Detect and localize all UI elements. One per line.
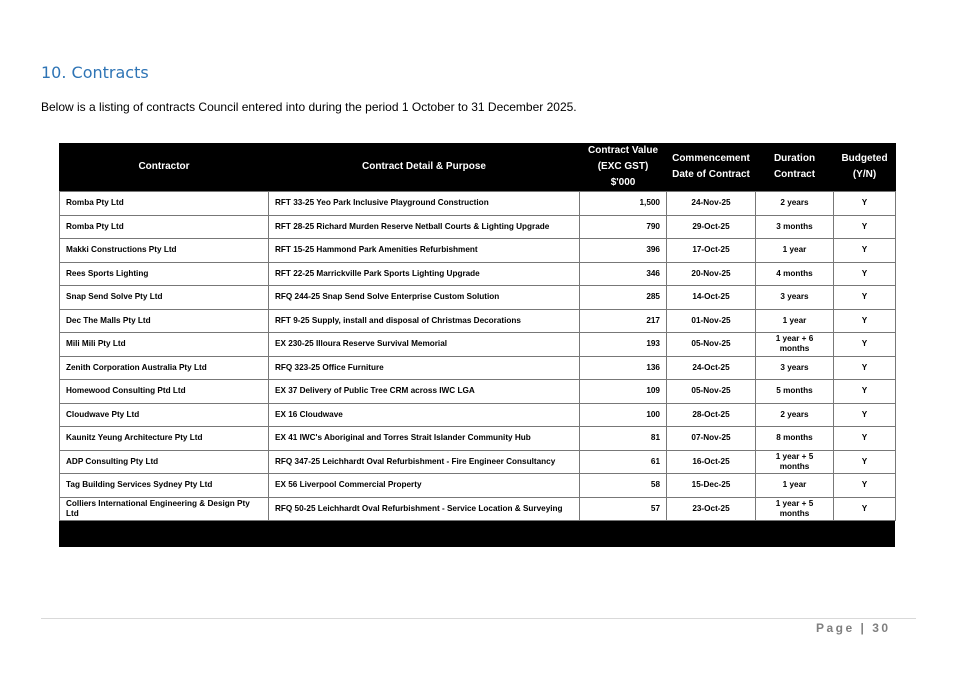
cell-detail: RFQ 244-25 Snap Send Solve Enterprise Custom Solution: [269, 286, 580, 310]
cell-contractor: Tag Building Services Sydney Pty Ltd: [60, 474, 269, 498]
header-value: [580, 143, 667, 192]
header-contractor: Contractor: [60, 143, 269, 192]
header-date-line2: Date of Contract: [672, 169, 750, 180]
cell-duration: 4 months: [756, 262, 834, 286]
cell-value: 136: [580, 356, 667, 380]
header-value-line3: $'000: [610, 177, 636, 188]
table-row: [60, 474, 896, 498]
cell-budgeted: Y: [834, 286, 896, 310]
cell-date: 24-Oct-25: [667, 356, 756, 380]
cell-detail: EX 16 Cloudwave: [269, 403, 580, 427]
table-row: [60, 309, 896, 333]
cell-budgeted: Y: [834, 356, 896, 380]
cell-value: 58: [580, 474, 667, 498]
cell-date: 05-Nov-25: [667, 333, 756, 357]
cell-duration: 2 years: [756, 192, 834, 216]
contracts-table: [59, 143, 896, 521]
table-row: [60, 286, 896, 310]
cell-date: 17-Oct-25: [667, 239, 756, 263]
header-budgeted-line2: (Y/N): [852, 169, 877, 180]
cell-budgeted: Y: [834, 309, 896, 333]
table-row: [60, 450, 896, 474]
cell-value: 396: [580, 239, 667, 263]
cell-duration: 1 year: [756, 239, 834, 263]
cell-detail: EX 41 IWC's Aboriginal and Torres Strait Islander Community Hub: [269, 427, 580, 451]
cell-date: 28-Oct-25: [667, 403, 756, 427]
header-budgeted: [834, 143, 896, 192]
table-row: [60, 497, 896, 521]
cell-contractor: ADP Consulting Pty Ltd: [60, 450, 269, 474]
footer-divider: [41, 618, 916, 619]
cell-detail: RFQ 347-25 Leichhardt Oval Refurbishment - Fire Engineer Consultancy: [269, 450, 580, 474]
cell-contractor: Colliers International Engineering & Design Pty Ltd: [60, 497, 269, 521]
table-row: [60, 356, 896, 380]
cell-duration: 8 months: [756, 427, 834, 451]
table-row: [60, 427, 896, 451]
cell-detail: RFT 9-25 Supply, install and disposal of Christmas Decorations: [269, 309, 580, 333]
cell-value: 81: [580, 427, 667, 451]
cell-detail: RFQ 50-25 Leichhardt Oval Refurbishment - Service Location & Surveying: [269, 497, 580, 521]
cell-detail: RFT 33-25 Yeo Park Inclusive Playground Construction: [269, 192, 580, 216]
table-header-row: [60, 143, 896, 192]
cell-value: 61: [580, 450, 667, 474]
cell-detail: RFT 28-25 Richard Murden Reserve Netball Courts & Lighting Upgrade: [269, 215, 580, 239]
cell-budgeted: Y: [834, 450, 896, 474]
cell-budgeted: Y: [834, 239, 896, 263]
cell-detail: RFT 15-25 Hammond Park Amenities Refurbishment: [269, 239, 580, 263]
cell-duration: 3 months: [756, 215, 834, 239]
cell-contractor: Rees Sports Lighting: [60, 262, 269, 286]
cell-budgeted: Y: [834, 380, 896, 404]
cell-value: 57: [580, 497, 667, 521]
cell-value: 346: [580, 262, 667, 286]
cell-contractor: Snap Send Solve Pty Ltd: [60, 286, 269, 310]
cell-value: 217: [580, 309, 667, 333]
cell-duration: 1 year + 5 months: [756, 450, 834, 474]
cell-date: 15-Dec-25: [667, 474, 756, 498]
cell-duration: 1 year: [756, 309, 834, 333]
section-heading: 10. Contracts: [41, 63, 149, 82]
cell-contractor: Cloudwave Pty Ltd: [60, 403, 269, 427]
cell-detail: EX 230-25 Illoura Reserve Survival Memorial: [269, 333, 580, 357]
table-row: [60, 333, 896, 357]
cell-date: 29-Oct-25: [667, 215, 756, 239]
cell-date: 24-Nov-25: [667, 192, 756, 216]
cell-date: 01-Nov-25: [667, 309, 756, 333]
cell-value: 285: [580, 286, 667, 310]
table-row: [60, 380, 896, 404]
cell-contractor: Kaunitz Yeung Architecture Pty Ltd: [60, 427, 269, 451]
table-row: [60, 403, 896, 427]
header-duration: [756, 143, 834, 192]
cell-contractor: Zenith Corporation Australia Pty Ltd: [60, 356, 269, 380]
table-row: [60, 215, 896, 239]
table-body: [60, 192, 896, 521]
cell-detail: EX 37 Delivery of Public Tree CRM across IWC LGA: [269, 380, 580, 404]
header-date: [667, 143, 756, 192]
cell-contractor: Makki Constructions Pty Ltd: [60, 239, 269, 263]
header-value-line1: Contract Value: [587, 145, 659, 156]
cell-value: 790: [580, 215, 667, 239]
cell-duration: 5 months: [756, 380, 834, 404]
table-row: [60, 262, 896, 286]
cell-date: 05-Nov-25: [667, 380, 756, 404]
cell-budgeted: Y: [834, 333, 896, 357]
cell-detail: RFT 22-25 Marrickville Park Sports Lighting Upgrade: [269, 262, 580, 286]
cell-budgeted: Y: [834, 262, 896, 286]
contracts-table-container: [59, 143, 895, 547]
cell-contractor: Dec The Malls Pty Ltd: [60, 309, 269, 333]
cell-contractor: Mili Mili Pty Ltd: [60, 333, 269, 357]
intro-text: Below is a listing of contracts Council entered into during the period 1 October to 31 December 2025.: [41, 100, 577, 114]
cell-duration: 1 year: [756, 474, 834, 498]
cell-date: 16-Oct-25: [667, 450, 756, 474]
cell-date: 14-Oct-25: [667, 286, 756, 310]
cell-date: 23-Oct-25: [667, 497, 756, 521]
cell-value: 1,500: [580, 192, 667, 216]
table-row: [60, 239, 896, 263]
header-duration-line1: Duration: [773, 153, 816, 164]
header-value-line2: (EXC GST): [597, 161, 649, 172]
cell-budgeted: Y: [834, 192, 896, 216]
cell-value: 100: [580, 403, 667, 427]
cell-contractor: Homewood Consulting Ptd Ltd: [60, 380, 269, 404]
cell-detail: EX 56 Liverpool Commercial Property: [269, 474, 580, 498]
cell-budgeted: Y: [834, 403, 896, 427]
cell-date: 20-Nov-25: [667, 262, 756, 286]
cell-budgeted: Y: [834, 215, 896, 239]
cell-duration: 2 years: [756, 403, 834, 427]
cell-duration: 3 years: [756, 286, 834, 310]
cell-value: 109: [580, 380, 667, 404]
cell-duration: 1 year + 6 months: [756, 333, 834, 357]
cell-value: 193: [580, 333, 667, 357]
cell-budgeted: Y: [834, 427, 896, 451]
cell-contractor: Romba Pty Ltd: [60, 215, 269, 239]
cell-budgeted: Y: [834, 497, 896, 521]
page-number: Page | 30: [816, 621, 891, 635]
cell-duration: 1 year + 5 months: [756, 497, 834, 521]
header-duration-line2: Contract: [773, 169, 816, 180]
cell-budgeted: Y: [834, 474, 896, 498]
header-detail: Contract Detail & Purpose: [269, 143, 580, 192]
table-row: [60, 192, 896, 216]
cell-detail: RFQ 323-25 Office Furniture: [269, 356, 580, 380]
header-date-line1: Commencement: [672, 153, 750, 164]
cell-contractor: Romba Pty Ltd: [60, 192, 269, 216]
cell-date: 07-Nov-25: [667, 427, 756, 451]
header-budgeted-line1: Budgeted: [841, 153, 888, 164]
cell-duration: 3 years: [756, 356, 834, 380]
